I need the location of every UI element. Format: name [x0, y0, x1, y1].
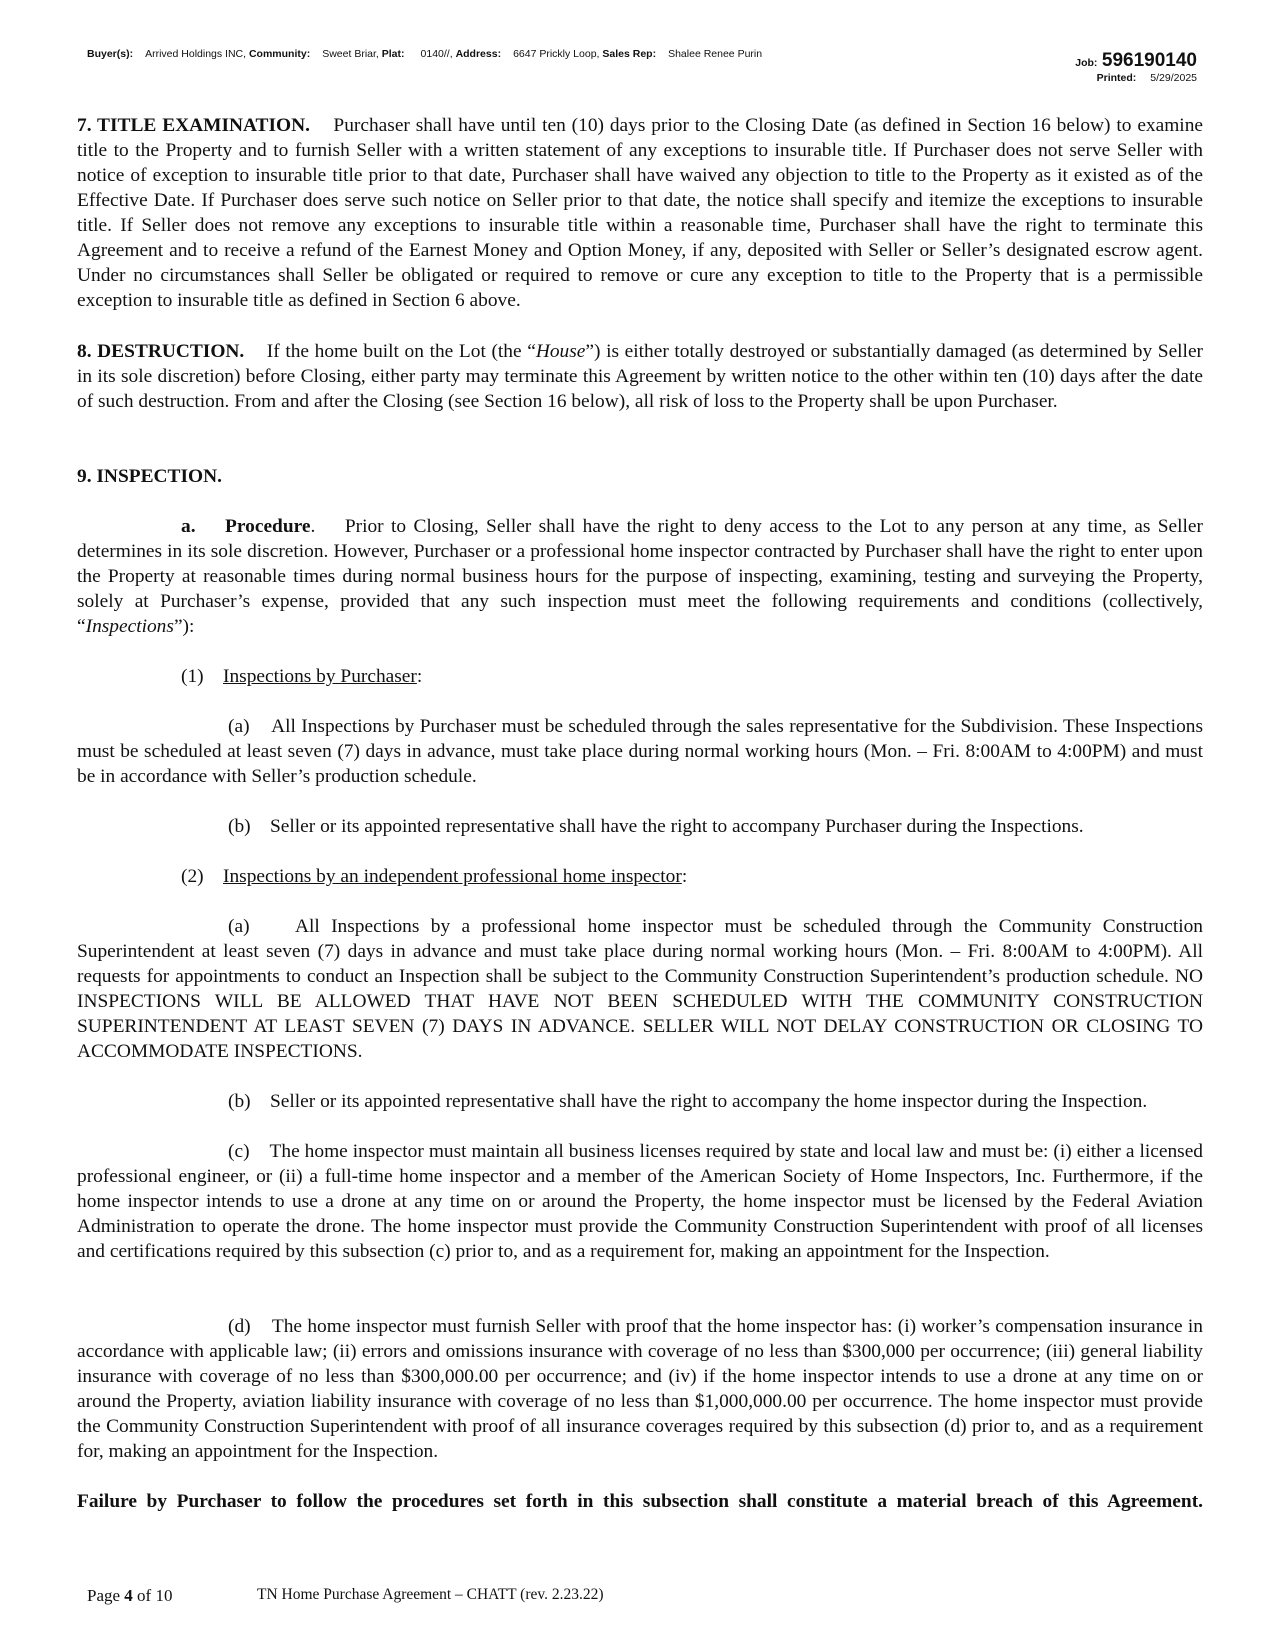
page-current: 4 — [124, 1586, 133, 1605]
section-7-heading: 7. TITLE EXAMINATION. — [77, 115, 310, 136]
section-7-text: Purchaser shall have until ten (10) days prior to the Closing Date (as defined in Section 16 below) to examine title to the Property and to furnish Seller with a written statement of any exceptions to insurable title. If Purchaser does not serve Seller with notice of exception to insurable title prior to that date, Purchaser shall have waived any objection to title to the Property as it existed as of the Effective Date. If Purchaser does serve such notice on Seller prior to that date, the notice shall specify and itemize the exceptions to insurable title. If Seller does not remove any exceptions to insurable title within a reasonable time, Purchaser shall have the right to terminate this Agreement and to receive a refund of the Earnest Money and Option Money, if any, deposited with Seller or Seller’s designated escrow agent. Under no circumstances shall Seller be obligated or required to remove or cure any exception to title to the Property that is a permissible exception to insurable title as defined in Section 6 above. — [77, 115, 1203, 311]
sub1-marker: (1) — [181, 666, 204, 687]
community-value: Sweet Briar, — [322, 48, 379, 60]
sub1-title: Inspections by Purchaser — [223, 666, 417, 687]
procedure-text-start: Prior to Closing, Seller shall have the right to deny access to the Lot to any person at any time, as Seller determines in its sole discretion. However, Purchaser or a professional home inspector contracted by Purchaser shall have the right to enter upon the Property at reasonable times during normal business hours for the purpose of inspecting, examining, testing and surveying the Property, solely at Purchaser’s expense, provided that any such inspection must meet the following requirements and conditions (collectively, “ — [77, 516, 1203, 637]
sub2-c-marker: (c) — [228, 1141, 250, 1162]
buyer-label: Buyer(s): — [87, 48, 134, 60]
sub1-a-marker: (a) — [228, 716, 250, 737]
sales-rep-label: Sales Rep: — [602, 48, 657, 60]
page-total: 10 — [155, 1586, 173, 1605]
page-number — [87, 1586, 172, 1605]
printed-label: Printed: — [1096, 72, 1137, 84]
sub2-title: Inspections by an independent professional home inspector — [223, 866, 682, 887]
sub2-item-d — [77, 1314, 1203, 1464]
community-label: Community: — [248, 48, 311, 60]
buyer-info-header — [87, 48, 762, 60]
inspections-term: Inspections — [85, 616, 174, 637]
buyer-value: Arrived Holdings INC, — [145, 48, 247, 60]
sub1-a-text: All Inspections by Purchaser must be scheduled through the sales representative for the Subdivision. These Inspections must be scheduled at least seven (7) days in advance, must take place during normal working hours (Mon. – Fri. 8:00AM to 4:00PM) and must be in accordance with Seller’s production schedule. — [77, 716, 1204, 787]
sub2-b-text: Seller or its appointed representative shall have the right to accompany the home inspector during the Inspection. — [270, 1091, 1148, 1112]
procedure-text-end: ”): — [173, 616, 195, 637]
material-breach-notice: Failure by Purchaser to follow the procedures set forth in this subsection shall constitute a material breach of this Agreement. — [77, 1491, 1203, 1512]
sub2-heading: (2) Inspections by an independent professional home inspector: — [181, 866, 688, 887]
page-prefix: Page — [87, 1586, 125, 1605]
procedure-title: Procedure — [225, 516, 311, 537]
sub1-heading: (1) Inspections by Purchaser: — [181, 666, 423, 687]
job-info — [1075, 50, 1197, 84]
document-name: TN Home Purchase Agreement – CHATT (rev. 2.23.22) — [257, 1586, 604, 1603]
address-label: Address: — [455, 48, 502, 60]
sub1-b-text: Seller or its appointed representative shall have the right to accompany Purchaser during the Inspections. — [270, 816, 1084, 837]
procedure-marker: a. — [181, 516, 196, 537]
sub2-marker: (2) — [181, 866, 204, 887]
procedure-paragraph: a. Procedure. Prior to Closing, Seller shall have the right to deny access to the Lot to any person at any time, as Seller determines in its sole discretion. However, Purchaser or a professional home inspector contracted by Purchaser shall have the right to enter upon the Property at reasonable times during normal business hours for the purpose of inspecting, examining, testing and surveying the Property, solely at Purchaser’s expense, provided that any such inspection must meet the following requirements and conditions (collectively, “Inspections”): — [77, 516, 1203, 637]
section-9-heading: 9. INSPECTION. — [77, 466, 222, 487]
plat-label: Plat: — [381, 48, 405, 60]
section-8-text-start: If the home built on the Lot (the “ — [266, 341, 536, 362]
sub1-item-a — [77, 714, 1203, 789]
plat-value: 0140//, — [420, 48, 453, 60]
sub2-b-marker: (b) — [228, 1091, 251, 1112]
page-footer — [87, 1586, 604, 1606]
section-9-inspection-heading — [77, 464, 1203, 489]
sub2-item-c — [77, 1139, 1203, 1264]
printed-date: 5/29/2025 — [1150, 72, 1197, 84]
sub2-a-marker: (a) — [228, 916, 250, 937]
section-7-title-examination — [77, 113, 1203, 313]
job-label: Job: — [1075, 57, 1098, 69]
sales-rep-value: Shalee Renee Purin — [668, 48, 763, 60]
section-8-text-end: ”) is either totally destroyed or substantially damaged (as determined by Seller in its sole discretion) before Closing, either party may terminate this Agreement by written notice to the other within ten (10) days after the date of such destruction. From and after the Closing (see Section 16 below), all risk of loss to the Property shall be upon Purchaser. — [77, 341, 1204, 412]
page-of: of — [132, 1586, 156, 1605]
sub2-c-text: The home inspector must maintain all business licenses required by state and local law and must be: (i) either a licensed professional engineer, or (ii) a full-time home inspector and a member of the American Society of Home Inspectors, Inc. Furthermore, if the home inspector intends to use a drone at any time on or around the Property, the home inspector must be licensed by the Federal Aviation Administration to operate the drone. The home inspector must provide the Community Construction Superintendent with proof of all licenses and certifications required by this subsection (c) prior to, and as a requirement for, making an appointment for the Inspection. — [77, 1141, 1204, 1262]
house-term: House — [535, 341, 586, 362]
sub2-d-marker: (d) — [228, 1316, 251, 1337]
sub2-a-text: All Inspections by a professional home inspector must be scheduled through the Community Construction Superintendent at least seven (7) days in advance and must take place during normal working hours (Mon. – Fri. 8:00AM to 4:00PM). All requests for appointments to conduct an Inspection shall be subject to the Community Construction Superintendent’s production schedule. NO INSPECTIONS WILL BE ALLOWED THAT HAVE NOT BEEN SCHEDULED WITH THE COMMUNITY CONSTRUCTION SUPERINTENDENT AT LEAST SEVEN (7) DAYS IN ADVANCE. SELLER WILL NOT DELAY CONSTRUCTION OR CLOSING TO ACCOMMODATE INSPECTIONS. — [77, 916, 1203, 1062]
sub2-d-text: The home inspector must furnish Seller with proof that the home inspector has: (i) worker’s compensation insurance in accordance with applicable law; (ii) errors and omissions insurance with coverage of no less than $300,000 per occurrence; (iii) general liability insurance with coverage of no less than $300,000.00 per occurrence; and (iv) if the home inspector intends to use a drone at any time on or around the Property, aviation liability insurance with coverage of no less than $1,000,000.00 per occurrence. The home inspector must provide the Community Construction Superintendent with proof of all insurance coverages required by this subsection (d) prior to, and as a requirement for, making an appointment for the Inspection. — [77, 1316, 1204, 1462]
sub2-item-a — [77, 914, 1203, 1064]
job-number: 596190140 — [1101, 50, 1197, 71]
section-8-destruction — [77, 339, 1203, 414]
sub1-item-b — [77, 814, 1203, 839]
section-8-heading: 8. DESTRUCTION. — [77, 341, 245, 362]
sub1-b-marker: (b) — [228, 816, 251, 837]
sub2-item-b — [77, 1089, 1203, 1114]
address-value: 6647 Prickly Loop, — [513, 48, 600, 60]
